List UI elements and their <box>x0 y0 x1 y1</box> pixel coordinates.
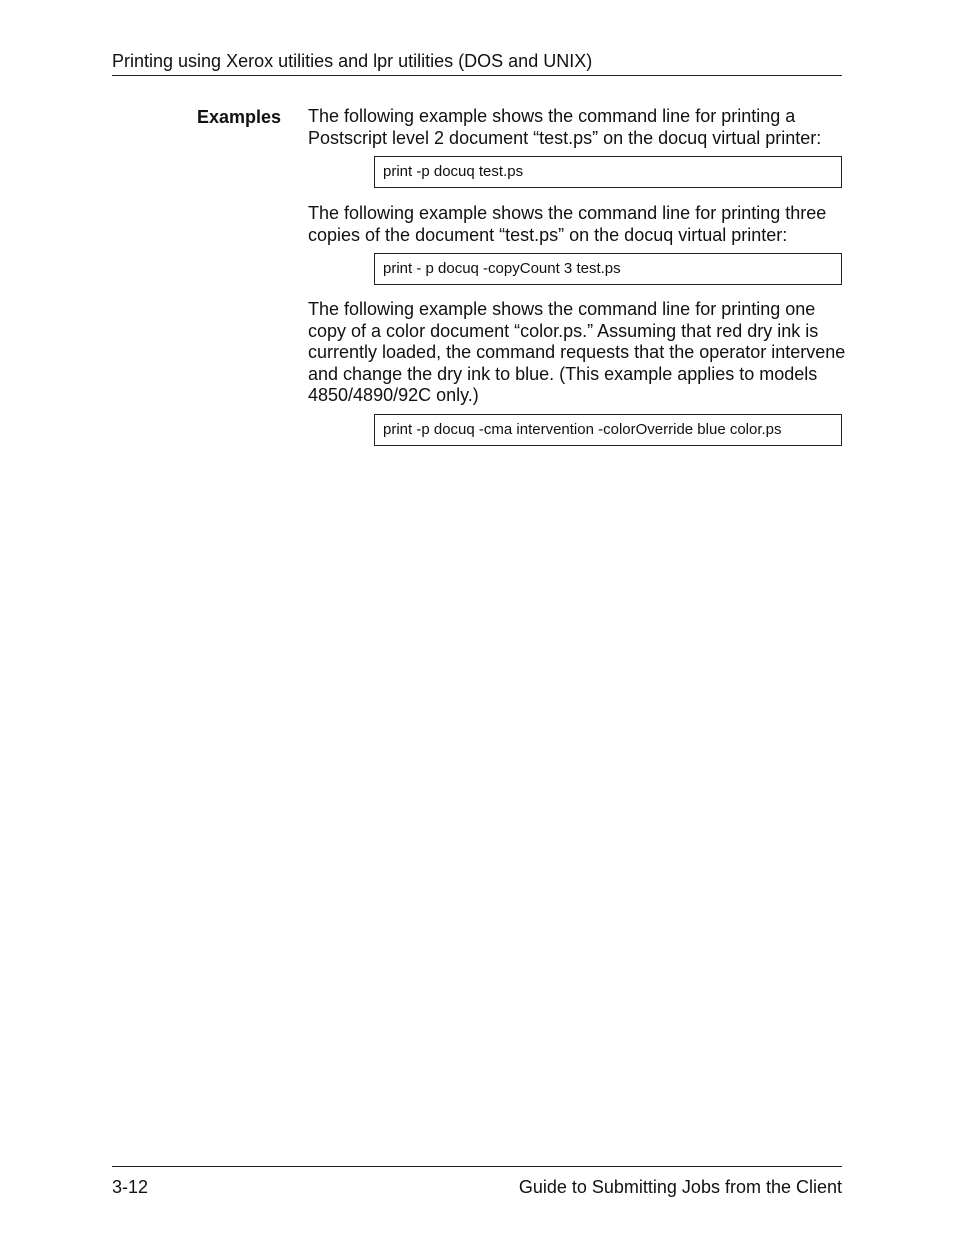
example-3-description: The following example shows the command line for printing one copy of a color document “color.ps.” Assuming that red dry ink is currently loaded, the command requests that the operator intervene and change the dry ink to blue. (This example applies to models 4850/4890/92C only.) <box>308 299 846 406</box>
footer-divider <box>112 1166 842 1167</box>
example-2-command: print - p docuq -copyCount 3 test.ps <box>374 253 842 285</box>
example-1-description: The following example shows the command line for printing a Postscript level 2 document “test.ps” on the docuq virtual printer: <box>308 106 822 148</box>
example-3-command: print -p docuq -cma intervention -colorOverride blue color.ps <box>374 414 842 446</box>
section-label: Examples <box>196 107 281 127</box>
example-2-description: The following example shows the command line for printing three copies of the document “test.ps” on the docuq virtual printer: <box>308 203 827 245</box>
example-1-command: print -p docuq test.ps <box>374 156 842 188</box>
page-number: 3-12 <box>112 1177 149 1197</box>
running-header: Printing using Xerox utilities and lpr utilities (DOS and UNIX) <box>112 51 593 71</box>
header-divider <box>112 75 842 76</box>
book-title: Guide to Submitting Jobs from the Client <box>518 1177 842 1197</box>
